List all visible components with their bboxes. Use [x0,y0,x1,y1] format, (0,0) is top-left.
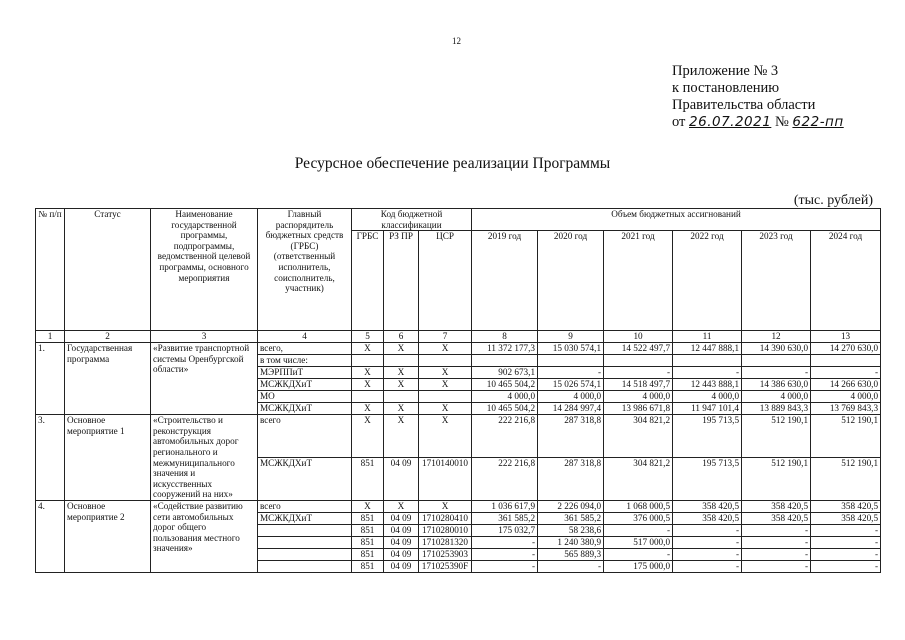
header-year: 2022 год [673,231,742,331]
column-index-cell: 13 [811,331,881,343]
csr-cell: Х [419,367,472,379]
amount-cell: 12 447 888,1 [673,343,742,355]
row-name: «Развитие транспортной системы Оренбургской области» [151,343,258,415]
table-row [36,343,881,355]
amount-cell: - [604,524,673,536]
amount-cell: 175 000,0 [604,560,673,572]
amount-cell: 304 821,2 [604,458,673,501]
amount-cell [538,355,604,367]
table-row [36,415,881,458]
amount-cell: 358 420,5 [742,512,811,524]
row-status: Государственная программа [65,343,151,415]
row-number: 3. [36,415,65,501]
amount-cell: 14 522 497,7 [604,343,673,355]
header-csr: ЦСР [419,231,472,331]
grbs-cell: всего [258,415,352,458]
amount-cell: 517 000,0 [604,536,673,548]
column-index-cell: 3 [151,331,258,343]
rzpr-cell: 04 09 [384,512,419,524]
amount-cell: 14 390 630,0 [742,343,811,355]
csr-cell: Х [419,415,472,458]
amount-cell: 10 465 504,2 [472,403,538,415]
header-year: 2020 год [538,231,604,331]
grbs-code-cell: 851 [352,548,384,560]
csr-cell: 1710140010 [419,458,472,501]
rzpr-cell: 04 09 [384,560,419,572]
grbs-code-cell: 851 [352,458,384,501]
amount-cell [811,355,881,367]
header-year: 2024 год [811,231,881,331]
grbs-code-cell: Х [352,403,384,415]
amount-cell: - [811,536,881,548]
csr-cell: 1710280410 [419,512,472,524]
grbs-code-cell: Х [352,379,384,391]
handwritten-number: 622-пп [792,114,844,130]
amount-cell: - [472,536,538,548]
grbs-code-cell: 851 [352,560,384,572]
amount-cell: 565 889,3 [538,548,604,560]
amount-cell: 358 420,5 [811,500,881,512]
grbs-cell [258,560,352,572]
amount-cell: 512 190,1 [742,458,811,501]
row-status: Основное мероприятие 1 [65,415,151,501]
column-index-cell: 1 [36,331,65,343]
amount-cell: 1 068 000,5 [604,500,673,512]
rzpr-cell [384,355,419,367]
units-note: (тыс. рублей) [793,193,873,208]
amount-cell [742,355,811,367]
grbs-cell: МСЖКДХиТ [258,379,352,391]
amount-cell: - [673,524,742,536]
amount-cell: 195 713,5 [673,458,742,501]
header-status: Статус [65,209,151,331]
header-code-group: Код бюджетной классификации [352,209,472,231]
amount-cell: - [673,548,742,560]
column-index-cell: 11 [673,331,742,343]
amount-cell: - [811,548,881,560]
grbs-cell: МСЖКДХиТ [258,403,352,415]
grbs-code-cell [352,391,384,403]
rzpr-cell [384,391,419,403]
amount-cell: - [604,548,673,560]
rzpr-cell: Х [384,500,419,512]
csr-cell: 171025390F [419,560,472,572]
header-year: 2023 год [742,231,811,331]
csr-cell: 1710280010 [419,524,472,536]
amount-cell: 13 889 843,3 [742,403,811,415]
row-number: 1. [36,343,65,415]
amount-cell: 902 673,1 [472,367,538,379]
rzpr-cell: Х [384,367,419,379]
rzpr-cell: Х [384,415,419,458]
amount-cell: - [742,524,811,536]
amount-cell: 10 465 504,2 [472,379,538,391]
csr-cell [419,391,472,403]
amount-cell: - [472,560,538,572]
amount-cell: 4 000,0 [472,391,538,403]
amount-cell: 195 713,5 [673,415,742,458]
csr-cell: 1710281320 [419,536,472,548]
resource-table [35,208,881,573]
amount-cell: 358 420,5 [742,500,811,512]
amount-cell: 4 000,0 [538,391,604,403]
amount-cell: 4 000,0 [811,391,881,403]
amount-cell: 361 585,2 [538,512,604,524]
rzpr-cell: 04 09 [384,458,419,501]
column-index-cell: 9 [538,331,604,343]
amount-cell: 15 030 574,1 [538,343,604,355]
csr-cell: Х [419,500,472,512]
column-index-cell: 2 [65,331,151,343]
amount-cell: 1 036 617,9 [472,500,538,512]
amount-cell: 1 240 380,9 [538,536,604,548]
amount-cell: 13 769 843,3 [811,403,881,415]
amount-cell: 14 386 630,0 [742,379,811,391]
amount-cell: 287 318,8 [538,458,604,501]
amount-cell: 358 420,5 [673,500,742,512]
amount-cell: 13 986 671,8 [604,403,673,415]
header-num: № п/п [36,209,65,331]
grbs-cell: всего [258,500,352,512]
amount-cell: 4 000,0 [604,391,673,403]
header-year: 2019 год [472,231,538,331]
amount-cell: - [673,560,742,572]
amount-cell: 222 216,8 [472,458,538,501]
column-index-cell: 5 [352,331,384,343]
approval-block [672,63,844,131]
amount-cell: 14 284 997,4 [538,403,604,415]
amount-cell: 11 947 101,4 [673,403,742,415]
grbs-code-cell: 851 [352,536,384,548]
header-rzpr: РЗ ПР [384,231,419,331]
page-number: 12 [452,36,461,46]
grbs-cell [258,536,352,548]
amount-cell [604,355,673,367]
table-row [36,500,881,512]
rzpr-cell: Х [384,379,419,391]
amount-cell: - [811,524,881,536]
amount-cell: - [538,560,604,572]
amount-cell: - [538,367,604,379]
grbs-cell: МСЖКДХиТ [258,512,352,524]
amount-cell: - [673,367,742,379]
amount-cell: 4 000,0 [742,391,811,403]
row-number: 4. [36,500,65,572]
column-index-row [36,331,881,343]
amount-cell: - [742,560,811,572]
csr-cell [419,355,472,367]
amount-cell: 512 190,1 [811,415,881,458]
amount-cell: 512 190,1 [742,415,811,458]
grbs-code-cell [352,355,384,367]
amount-cell: - [742,548,811,560]
amount-cell: - [811,560,881,572]
rzpr-cell: 04 09 [384,536,419,548]
header-row-1 [36,209,881,231]
rzpr-cell: 04 09 [384,524,419,536]
row-status: Основное мероприятие 2 [65,500,151,572]
rzpr-cell: Х [384,403,419,415]
amount-cell: 222 216,8 [472,415,538,458]
document-title: Ресурсное обеспечение реализации Программы [294,155,611,172]
amount-cell [472,355,538,367]
csr-cell: Х [419,343,472,355]
grbs-cell [258,548,352,560]
amount-cell: 376 000,5 [604,512,673,524]
column-index-cell: 6 [384,331,419,343]
grbs-code-cell: Х [352,415,384,458]
header-year: 2021 год [604,231,673,331]
grbs-code-cell: Х [352,500,384,512]
amount-cell: 14 518 497,7 [604,379,673,391]
grbs-cell: МЭРППиТ [258,367,352,379]
amount-cell: - [742,367,811,379]
column-index-cell: 4 [258,331,352,343]
amount-cell: 4 000,0 [673,391,742,403]
row-name: «Строительство и реконструкция автомобильных дорог регионального и межмуниципального значения и искусственных сооружений на них» [151,415,258,501]
amount-cell: - [811,367,881,379]
column-index-cell: 10 [604,331,673,343]
handwritten-date: 26.07.2021 [689,114,772,130]
amount-cell [673,355,742,367]
csr-cell: Х [419,403,472,415]
amount-cell: 2 226 094,0 [538,500,604,512]
grbs-cell: МСЖКДХиТ [258,458,352,501]
grbs-cell: МО [258,391,352,403]
grbs-cell [258,524,352,536]
approval-date-line [672,114,844,131]
amount-cell: 175 032,7 [472,524,538,536]
grbs-code-cell: Х [352,343,384,355]
grbs-cell: в том числе: [258,355,352,367]
amount-cell: 304 821,2 [604,415,673,458]
amount-cell: 512 190,1 [811,458,881,501]
amount-cell: 14 270 630,0 [811,343,881,355]
amount-cell: - [604,367,673,379]
number-sign: № [774,114,789,130]
approval-line-2: к постановлению [672,80,780,96]
rzpr-cell: Х [384,343,419,355]
approval-line-3: Правительства области [672,97,816,113]
approval-line-1: Приложение № 3 [672,63,779,79]
grbs-code-cell: 851 [352,512,384,524]
amount-cell: 14 266 630,0 [811,379,881,391]
amount-cell: 287 318,8 [538,415,604,458]
amount-cell: 11 372 177,3 [472,343,538,355]
row-name: «Содействие развитию сети автомобильных дорог общего пользования местного значения» [151,500,258,572]
grbs-cell: всего, [258,343,352,355]
amount-cell: - [673,536,742,548]
column-index-cell: 7 [419,331,472,343]
csr-cell: 1710253903 [419,548,472,560]
amount-cell: 58 238,6 [538,524,604,536]
column-index-cell: 12 [742,331,811,343]
date-prefix: от [672,114,686,130]
grbs-code-cell: 851 [352,524,384,536]
amount-cell: 358 420,5 [673,512,742,524]
grbs-code-cell: Х [352,367,384,379]
amount-cell: 358 420,5 [811,512,881,524]
amount-cell: 361 585,2 [472,512,538,524]
header-volume-group: Объем бюджетных ассигнований [472,209,881,231]
amount-cell: 12 443 888,1 [673,379,742,391]
amount-cell: 15 026 574,1 [538,379,604,391]
header-grbs-main: Главный распорядитель бюджетных средств (ГРБС) (ответственный исполнитель, соисполнитель, участник) [258,209,352,331]
column-index-cell: 8 [472,331,538,343]
csr-cell: Х [419,379,472,391]
rzpr-cell: 04 09 [384,548,419,560]
amount-cell: - [742,536,811,548]
amount-cell: - [472,548,538,560]
header-name: Наименование государственной программы, подпрограммы, ведомственной целевой программы, основного мероприятия [151,209,258,331]
header-grbs: ГРБС [352,231,384,331]
